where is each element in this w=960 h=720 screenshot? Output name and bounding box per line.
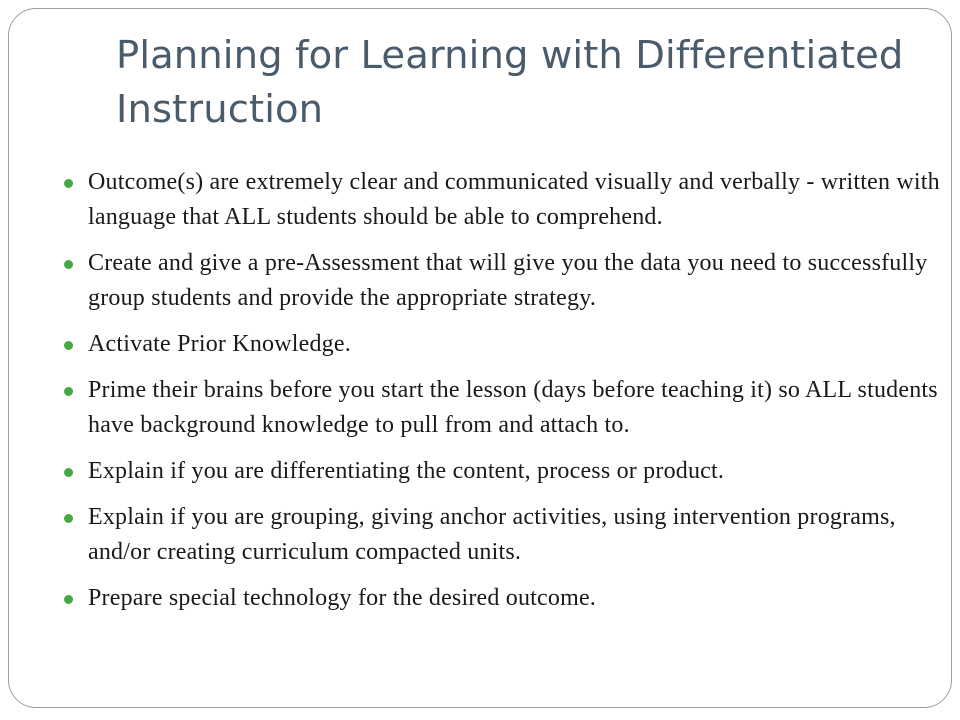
bullet-item	[61, 327, 941, 362]
bullet-dot-icon	[64, 387, 73, 396]
bullet-dot-icon	[64, 260, 73, 269]
bullet-item	[61, 581, 941, 616]
bullet-item	[61, 500, 941, 570]
slide-frame	[8, 8, 952, 708]
bullet-dot-icon	[64, 341, 73, 350]
bullet-text: Explain if you are grouping, giving anchor activities, using intervention programs, and/or creating curriculum compacted units.	[88, 504, 896, 565]
bullet-dot-icon	[64, 179, 73, 188]
bullet-item	[61, 454, 941, 489]
bullet-dot-icon	[64, 468, 73, 477]
bullet-item	[61, 246, 941, 316]
bullet-dot-icon	[64, 514, 73, 523]
bullet-text: Explain if you are differentiating the content, process or product.	[88, 458, 725, 484]
bullet-text: Outcome(s) are extremely clear and communicated visually and verbally - written with language that ALL students should be able to comprehend.	[88, 169, 940, 230]
bullet-text: Activate Prior Knowledge.	[88, 331, 351, 357]
slide-title: Planning for Learning with Differentiated Instruction	[116, 33, 904, 132]
bullet-text: Prepare special technology for the desired outcome.	[88, 585, 597, 611]
bullet-item	[61, 373, 941, 443]
bullet-item	[61, 165, 941, 235]
bullet-list	[61, 165, 941, 627]
bullet-text: Create and give a pre-Assessment that will give you the data you need to successfully group students and provide the appropriate strategy.	[88, 250, 928, 311]
bullet-dot-icon	[64, 595, 73, 604]
bullet-text: Prime their brains before you start the lesson (days before teaching it) so ALL students have background knowledge to pull from and attach to.	[88, 377, 938, 438]
